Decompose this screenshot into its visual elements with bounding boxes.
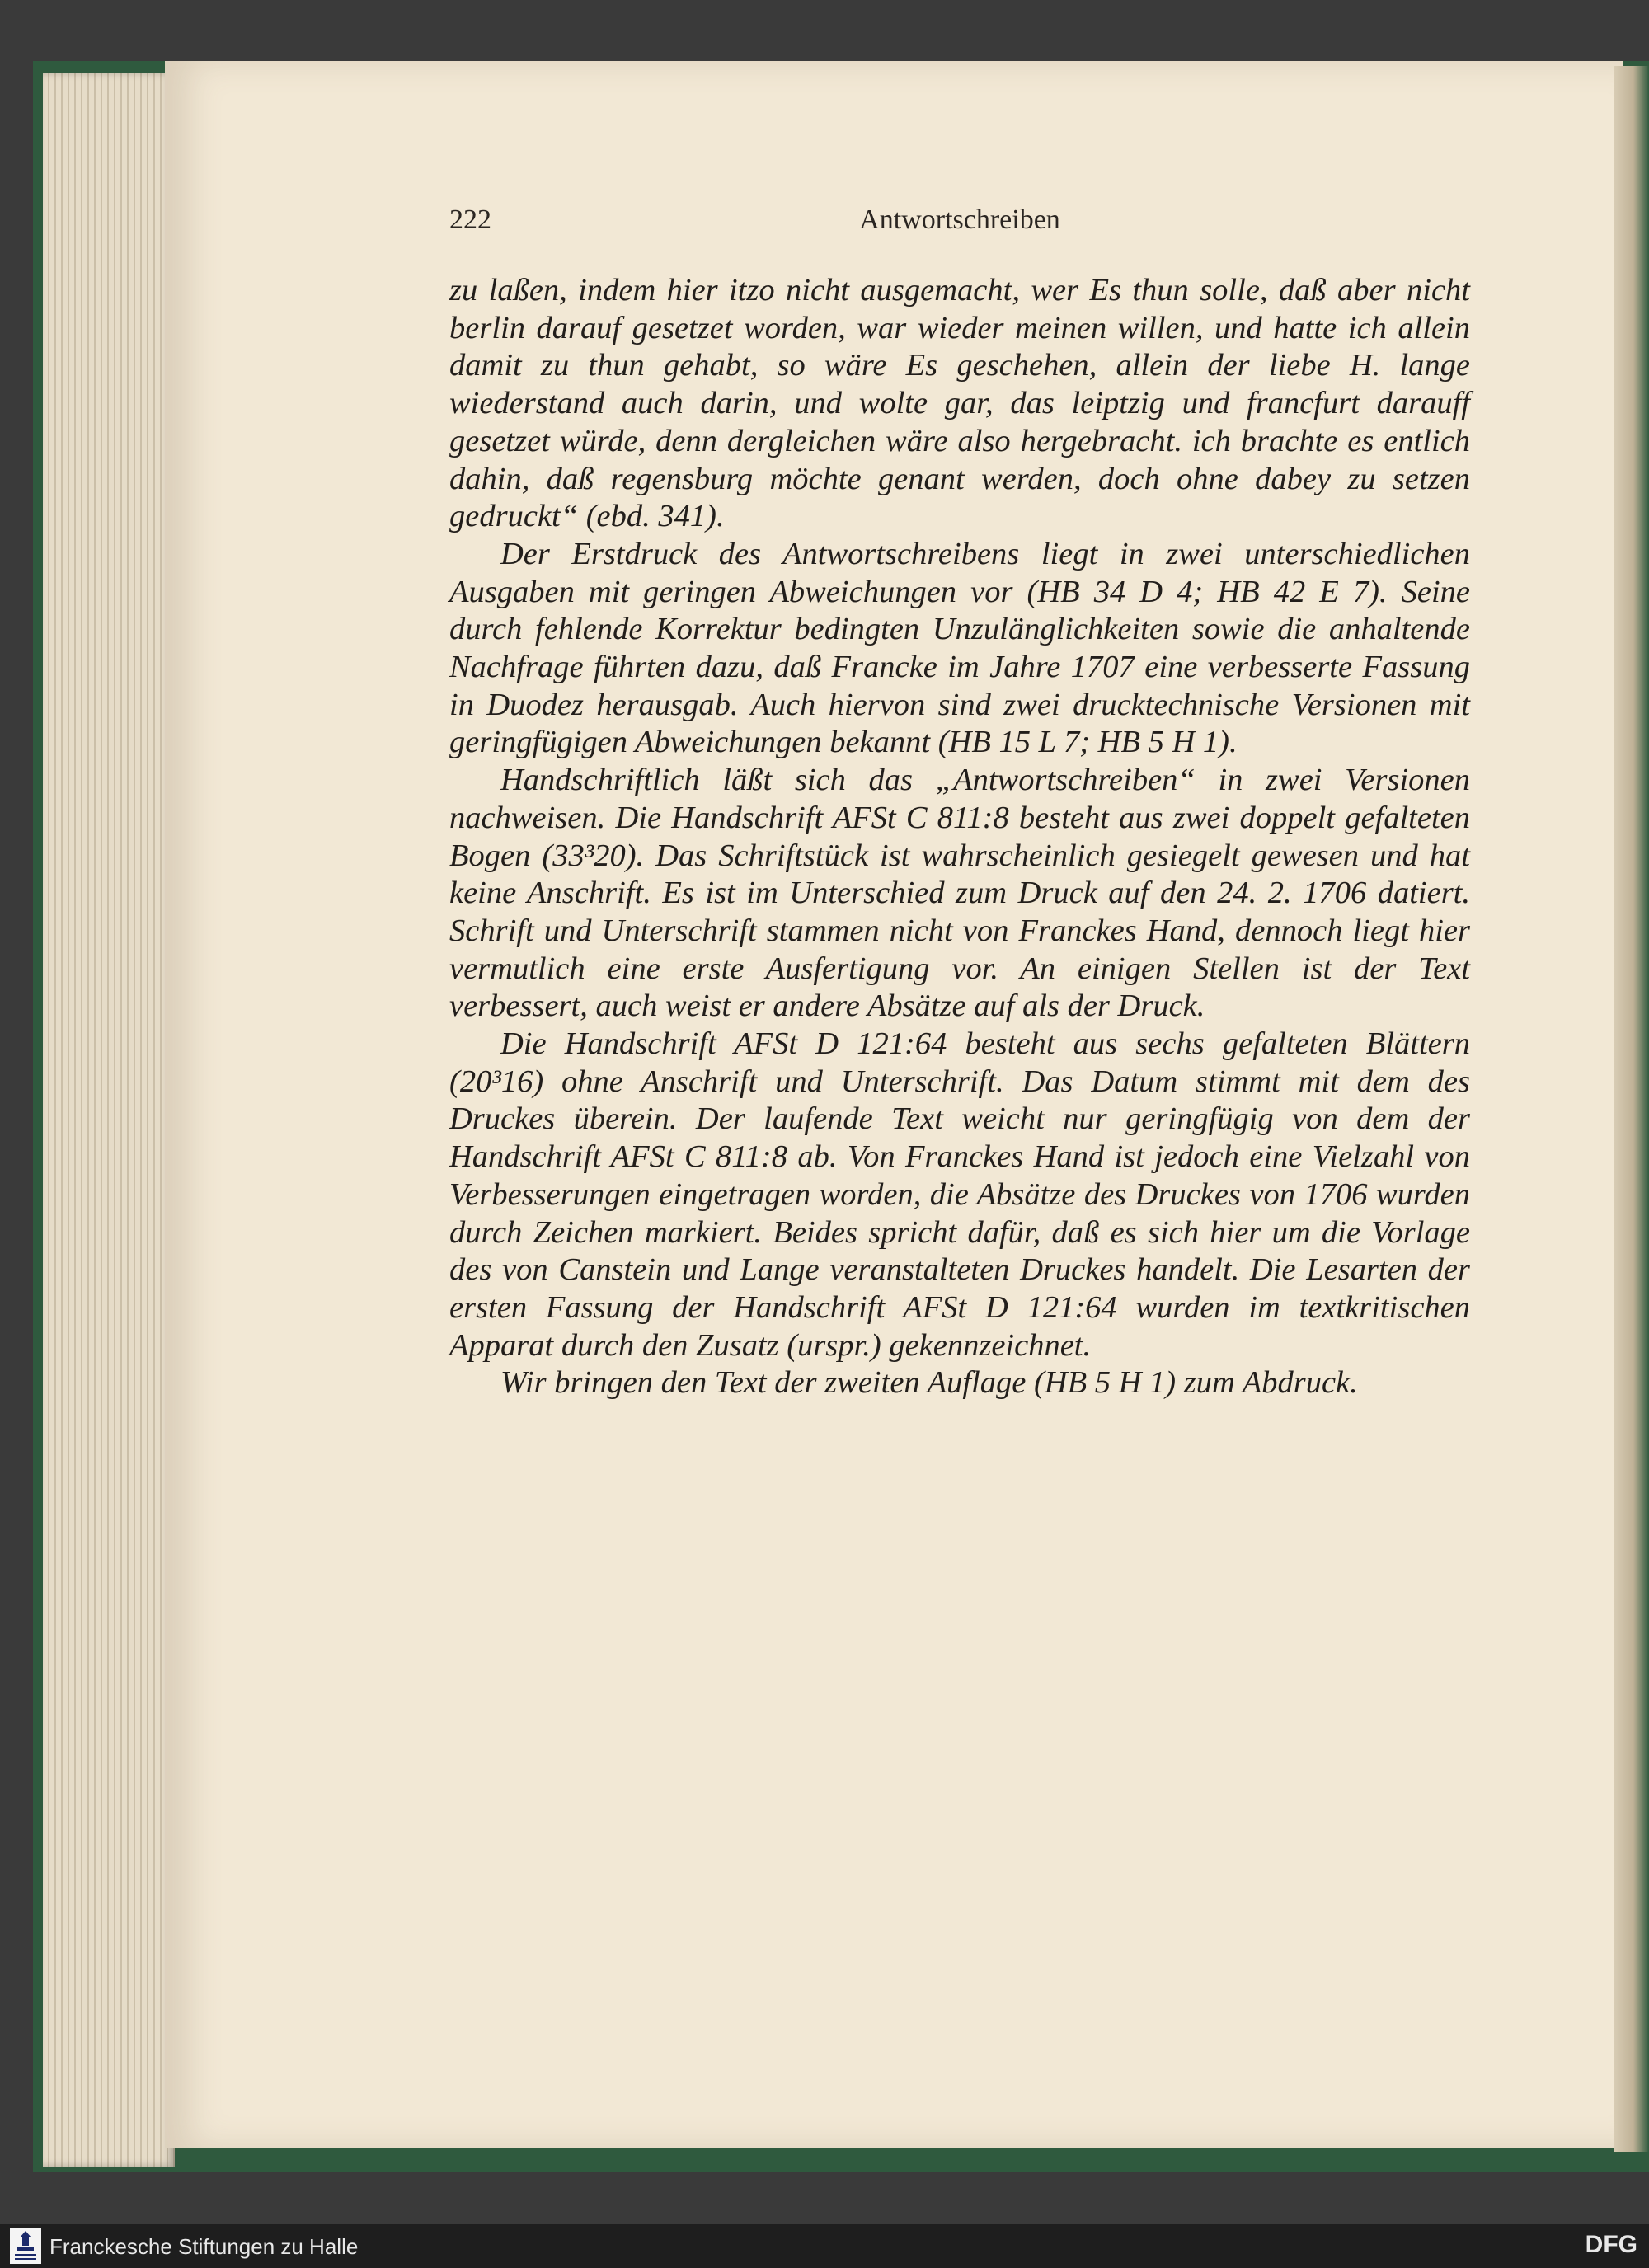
running-title: Antwortschreiben: [859, 204, 1060, 235]
running-head: [449, 204, 1470, 246]
paragraph: Wir bringen den Text der zweiten Auflage (HB 5 H 1) zum Abdruck.: [500, 1365, 1358, 1401]
paragraph: zu laßen, indem hier itzo nicht ausgemacht, wer Es thun solle, daß aber nicht berlin darauf gesetzet worden, war wieder meinen willen, und hatte ich allein damit zu thun gehabt, so wäre Es geschehen, allein der liebe H. lange wiederstand auch darin, und wolte gar, das leiptzig und francfurt darauff gesetzet würde, denn dergleichen wäre also hergebracht. ich brachte es entlich dahin, daß regensburg möchte genant werden, doch ohne dabey zu setzen gedruckt“ (ebd. 341).: [449, 273, 1470, 534]
dfg-mark: DFG: [1585, 2231, 1637, 2258]
paragraph: Handschriftlich läßt sich das „Antwortschreiben“ in zwei Versionen nachweisen. Die Handschrift AFSt C 811:8 besteht aus zwei doppelt gefalteten Bogen (33³20). Das Schriftstück ist wahrscheinlich gesiegelt gewesen und hat keine Anschrift. Es ist im Unterschied zum Druck auf den 24. 2. 1706 datiert. Schrift und Unterschrift stammen nicht von Franckes Hand, dennoch liegt hier vermutlich eine erste Ausfertigung vor. An einigen Stellen ist der Text verbessert, auch weist er andere Absätze auf als der Druck.: [449, 763, 1470, 1024]
paragraph: Die Handschrift AFSt D 121:64 besteht aus sechs gefalteten Blättern (20³16) ohne Anschrift und Unterschrift. Das Datum stimmt mit dem des Druckes überein. Der laufende Text weicht nur geringfügig von dem der Handschrift AFSt C 811:8 ab. Von Franckes Hand ist jedoch eine Vielzahl von Verbesserungen eingetragen worden, die Absätze des Druckes von 1706 wurden durch Zeichen markiert. Beides spricht dafür, daß es sich hier um die Vorlage des von Canstein und Lange veranstalteten Druckes handelt. Die Lesarten der ersten Fassung der Handschrift AFSt D 121:64 wurden im textkritischen Apparat durch den Zusatz (urspr.) gekennzeichnet.: [449, 1026, 1470, 1363]
page-edges: [43, 73, 175, 2167]
paragraph: Der Erstdruck des Antwortschreibens liegt in zwei unterschiedlichen Ausgaben mit geringen Abweichungen vor (HB 34 D 4; HB 42 E 7). Seine durch fehlende Korrektur bedingten Unzulänglichkeiten sowie die anhaltende Nachfrage führten dazu, daß Francke im Jahre 1707 eine verbesserte Fassung in Duodez herausgab. Auch hiervon sind zwei drucktechnische Versionen mit geringfügigen Abweichungen bekannt (HB 15 L 7; HB 5 H 1).: [449, 536, 1470, 760]
institution-name: Franckesche Stiftungen zu Halle: [49, 2234, 359, 2259]
page-number: 222: [449, 204, 491, 235]
page-gutter: [1614, 66, 1649, 2152]
institution-logo-icon: [10, 2228, 41, 2264]
body-text: [449, 272, 1470, 1402]
